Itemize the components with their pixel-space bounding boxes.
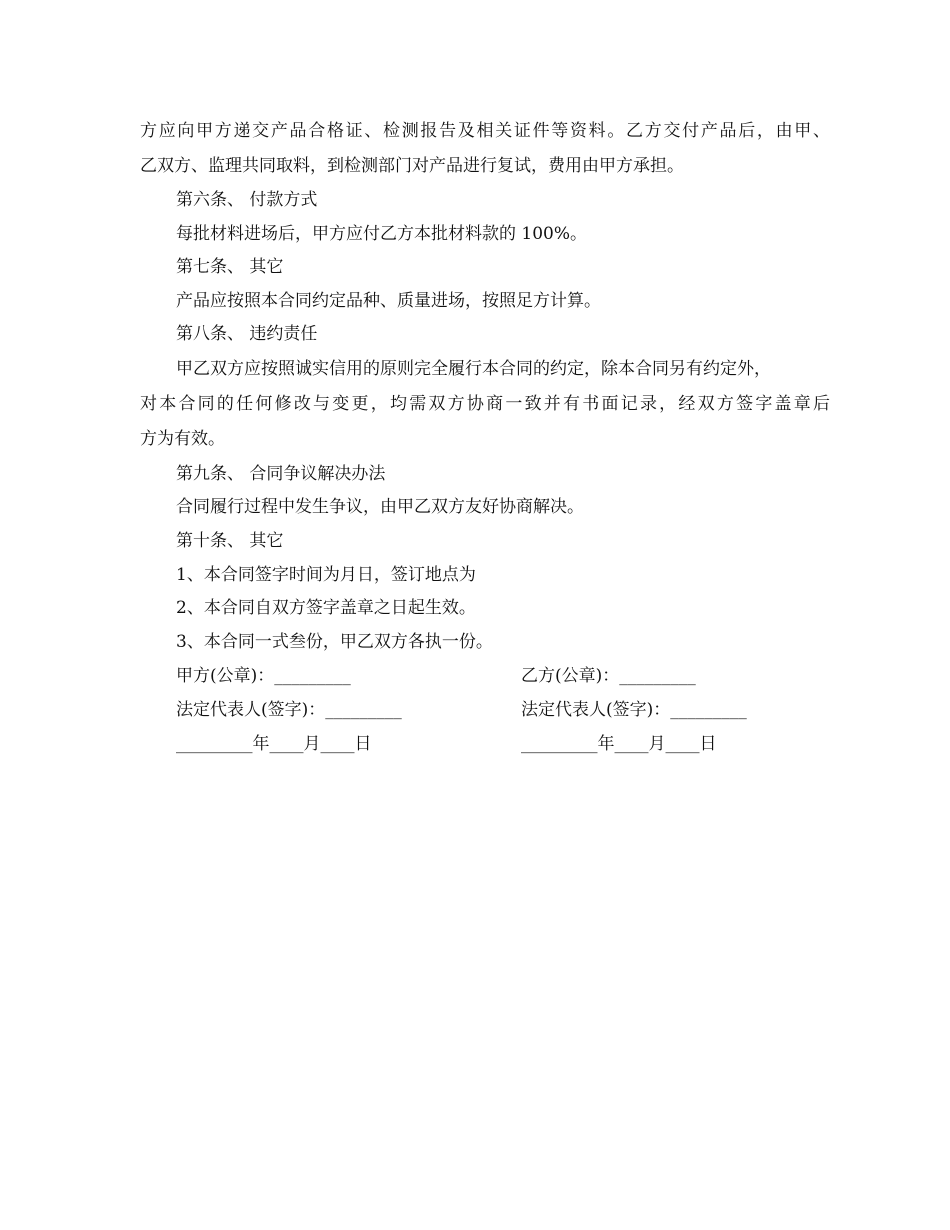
paragraph-line: 方为有效。	[140, 429, 225, 449]
list-item: 3、本合同一式叁份，甲乙双方各执一份。	[176, 632, 493, 652]
paragraph-line: 方应向甲方递交产品合格证、检测报告及相关证件等资料。乙方交付产品后，由甲、	[140, 121, 830, 141]
article-heading: 第七条、 其它	[176, 257, 284, 277]
paragraph-line: 产品应按照本合同约定品种、质量进场，按照足方计算。	[176, 291, 601, 311]
party-a-seal-field: 甲方(公章)：_________	[176, 666, 351, 686]
article-heading: 第九条、 合同争议解决办法	[176, 464, 386, 484]
list-item: 1、本合同签字时间为月日，签订地点为	[176, 565, 476, 585]
article-heading: 第六条、 付款方式	[176, 190, 318, 210]
party-b-representative-field: 法定代表人(签字)：_________	[521, 700, 747, 720]
party-b-date-field: _________年____月____日	[521, 734, 717, 754]
party-b-seal-field: 乙方(公章)：_________	[521, 666, 696, 686]
paragraph-line: 合同履行过程中发生争议，由甲乙双方友好协商解决。	[176, 497, 584, 517]
article-heading: 第十条、 其它	[176, 531, 284, 551]
article-heading: 第八条、 违约责任	[176, 324, 318, 344]
paragraph-line: 甲乙双方应按照诚实信用的原则完全履行本合同的约定，除本合同另有约定外，	[176, 359, 771, 379]
party-a-representative-field: 法定代表人(签字)：_________	[176, 700, 402, 720]
paragraph-line: 乙双方、监理共同取料，到检测部门对产品进行复试，费用由甲方承担。	[140, 156, 684, 176]
paragraph-line: 每批材料进场后，甲方应付乙方本批材料款的 100%。	[176, 224, 588, 244]
list-item: 2、本合同自双方签字盖章之日起生效。	[176, 598, 476, 618]
paragraph-line: 对本合同的任何修改与变更，均需双方协商一致并有书面记录，经双方签字盖章后	[140, 394, 830, 414]
party-a-date-field: _________年____月____日	[176, 734, 372, 754]
